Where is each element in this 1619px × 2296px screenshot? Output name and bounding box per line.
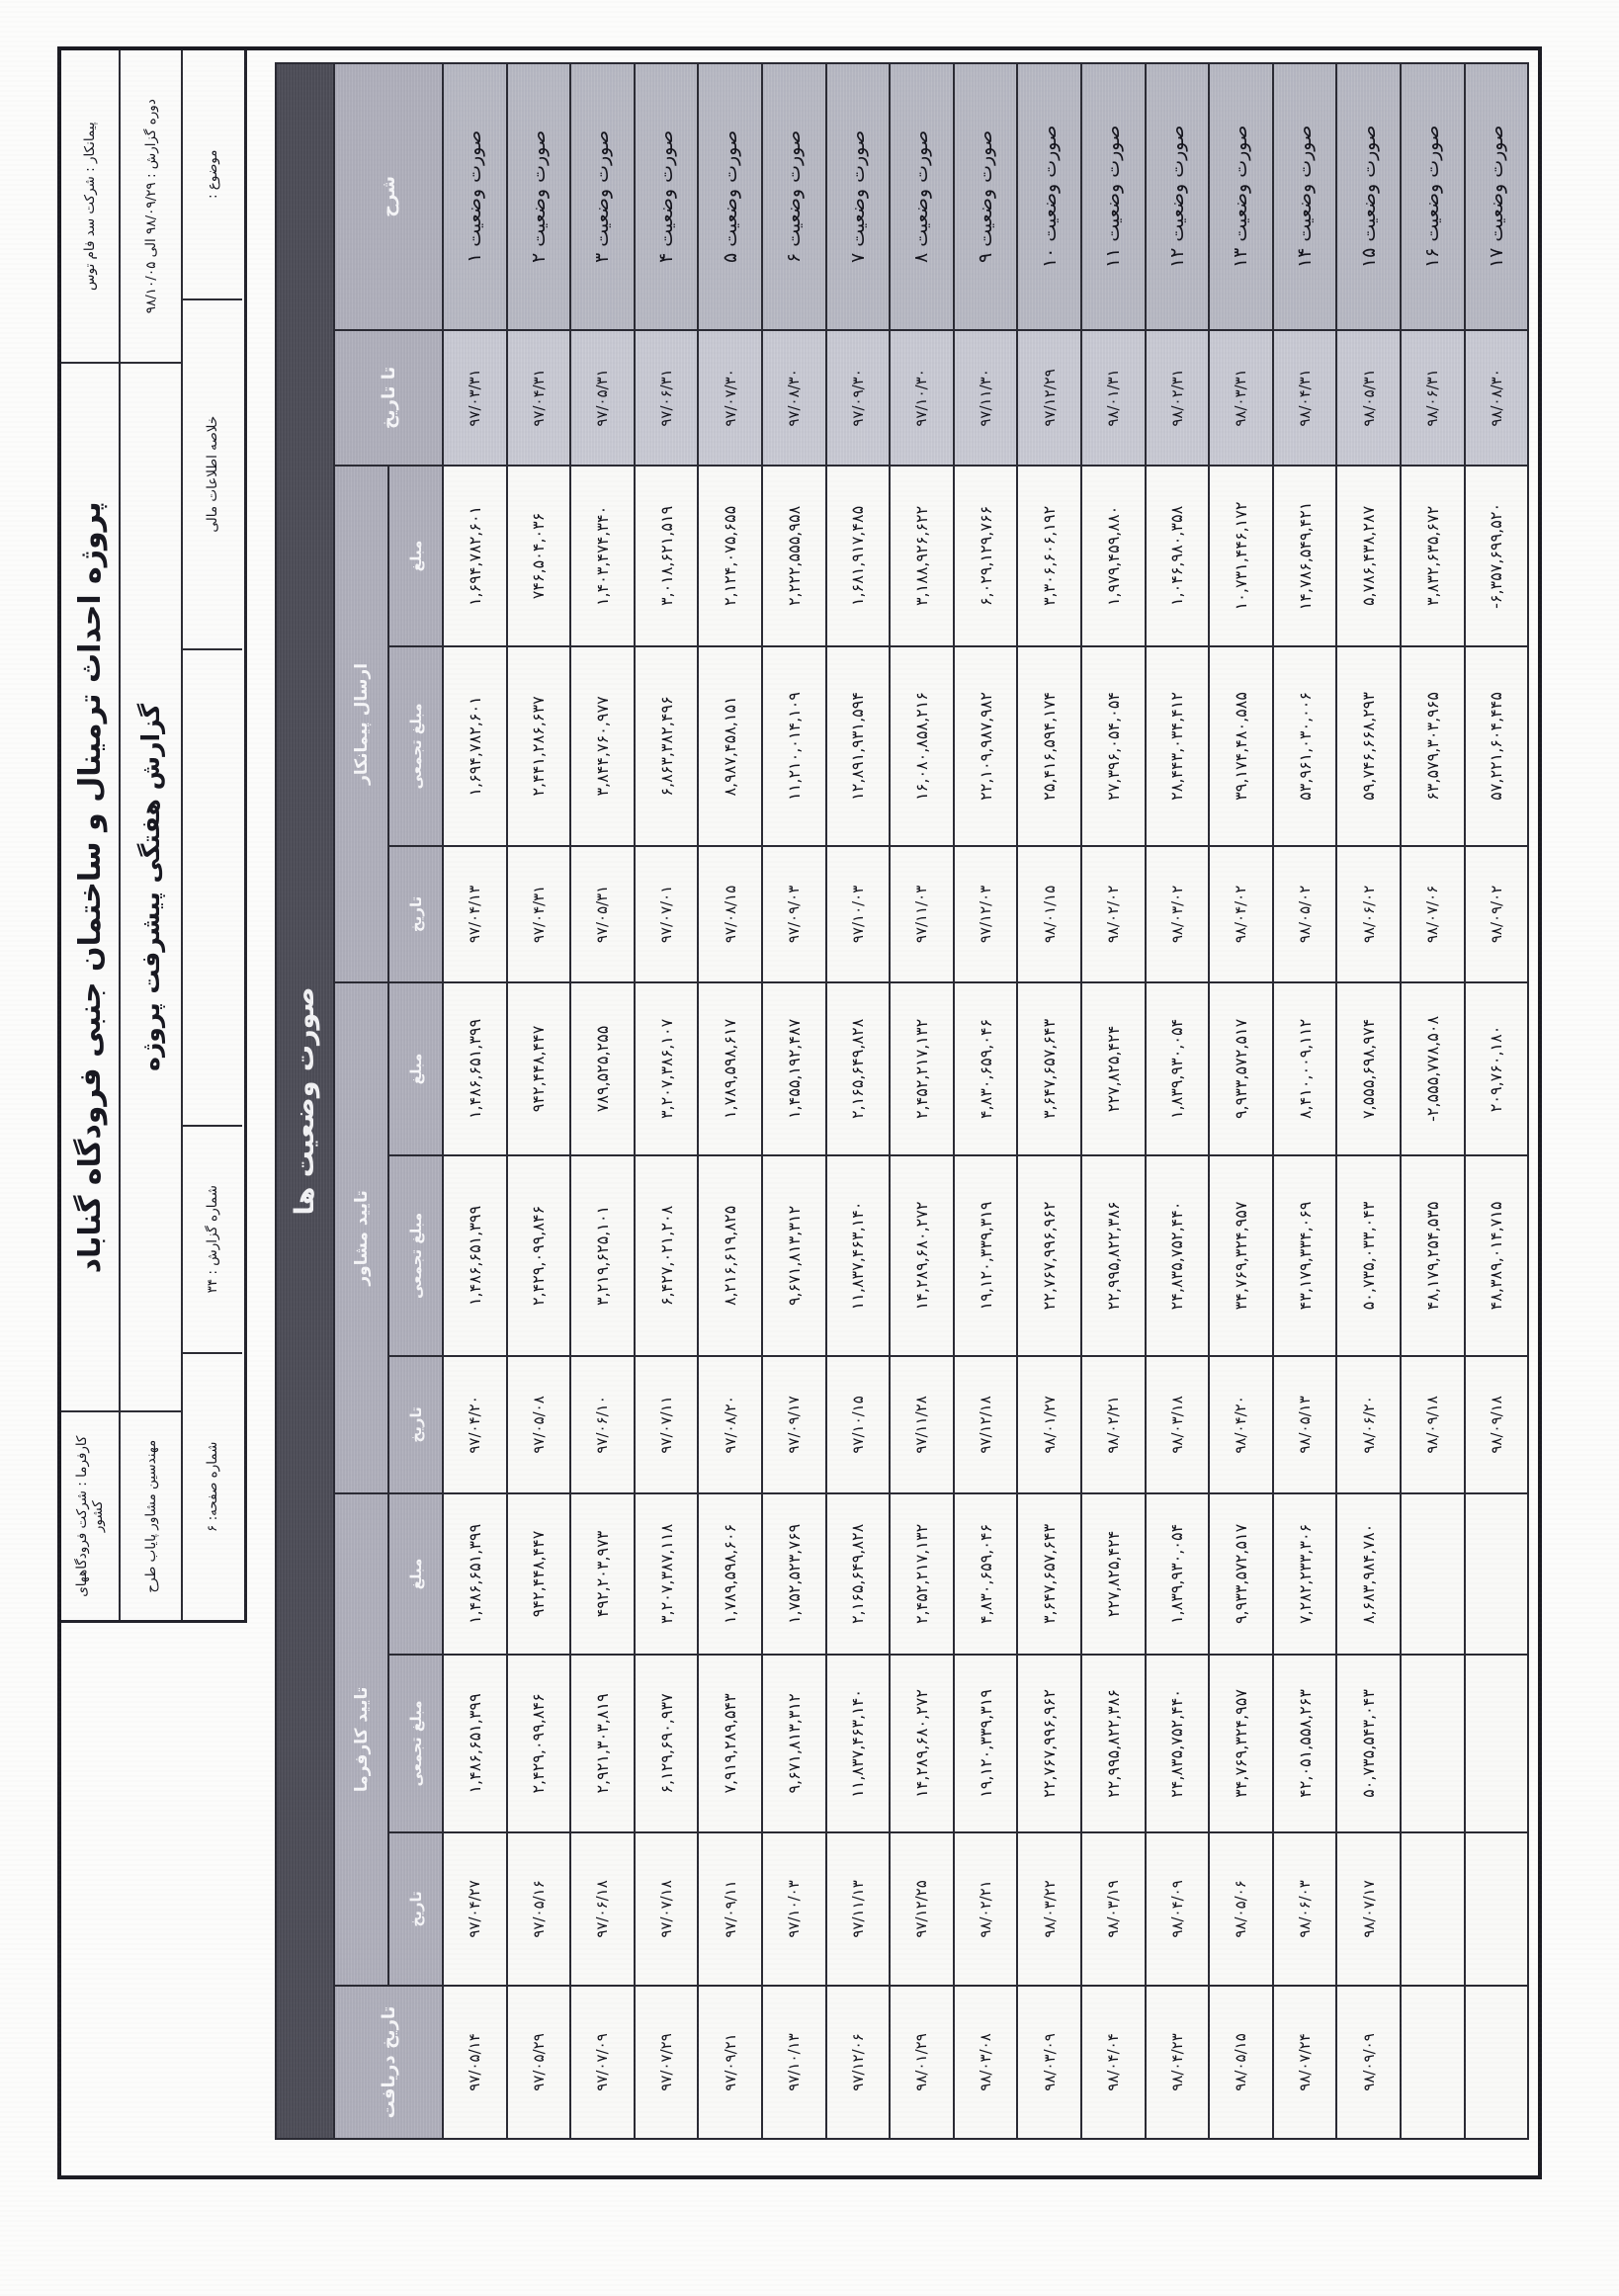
- table-cell: ۲,۲۲۲,۵۵۵,۹۵۸: [762, 466, 826, 646]
- consultant-cell: مهندسین مشاور پایاب طرح: [142, 1439, 159, 1593]
- subheader-amount-2: مبلغ: [388, 982, 443, 1155]
- table-cell: ۹۷/۱۰/۰۳: [762, 1832, 826, 1986]
- table-cell: ۹۸/۰۷/۰۶: [1401, 846, 1465, 982]
- client-cell: کارفرما : شرکت فرودگاههای کشور: [74, 1435, 106, 1597]
- table-cell: ۴,۸۳۰,۶۵۹,۰۴۶: [954, 982, 1018, 1155]
- table-body: [443, 63, 1528, 2139]
- table-cell: ۹۸/۰۶/۳۱: [1401, 330, 1465, 466]
- table-cell: ۹۷/۰۵/۳۱: [570, 846, 635, 982]
- subject-value: خلاصه اطلاعات مالی: [183, 300, 242, 650]
- table-cell: ۲۲,۹۹۵,۸۲۲,۳۸۶: [1081, 1655, 1146, 1832]
- table-row: [698, 63, 762, 2139]
- table-cell: ۹,۹۳۳,۵۷۲,۵۱۷: [1209, 1493, 1273, 1655]
- table-cell: ۹۷/۰۵/۲۹: [507, 1986, 571, 2139]
- column-header-receipt-date: تاریخ دریافت: [334, 1986, 443, 2139]
- table-cell: ۹۸/۰۵/۰۲: [1273, 846, 1337, 982]
- table-cell: ۹۸/۰۳/۳۱: [1209, 330, 1273, 466]
- table-cell: ۳۴,۷۶۹,۳۲۴,۹۵۷: [1209, 1155, 1273, 1356]
- table-row: [954, 63, 1018, 2139]
- table-cell: ۹۸/۰۹/۱۸: [1465, 1356, 1529, 1493]
- table-cell: ۹۸/۰۵/۳۱: [1336, 330, 1401, 466]
- table-row: [1146, 63, 1210, 2139]
- table-cell: ۳,۲۰۷,۳۸۷,۱۱۸: [635, 1493, 699, 1655]
- table-cell: ۲,۴۴۱,۲۸۶,۶۳۷: [507, 646, 571, 846]
- row-label: صورت وضعیت ۴: [635, 63, 699, 330]
- row-label: صورت وضعیت ۱۶: [1401, 63, 1465, 330]
- table-cell: ۲۲۷,۸۲۵,۴۲۴: [1081, 1493, 1146, 1655]
- table-cell: ۱۹,۱۲۰,۳۳۹,۳۱۹: [954, 1155, 1018, 1356]
- table-cell: ۱,۶۹۴,۷۸۲,۶۰۱: [443, 466, 507, 646]
- table-cell: ۹۷/۰۶/۱۰: [570, 1356, 635, 1493]
- table-cell: ۷۴۶,۵۰۴,۰۳۶: [507, 466, 571, 646]
- table-cell: ۹۸/۰۵/۱۳: [1273, 1356, 1337, 1493]
- table-cell: ۹۷/۱۰/۱۳: [762, 1986, 826, 2139]
- table-cell: ۹۸/۰۹/۰۲: [1465, 846, 1529, 982]
- table-cell: ۲,۴۵۲,۲۱۷,۱۳۲: [890, 982, 954, 1155]
- table-cell: ۳,۲۰۷,۳۸۶,۱۰۷: [635, 982, 699, 1155]
- table-cell: ۲۲,۷۶۷,۹۹۶,۹۶۲: [1017, 1155, 1081, 1356]
- table-row: [1465, 63, 1529, 2139]
- table-cell: ۲۸,۴۴۳,۰۳۴,۴۱۲: [1146, 646, 1210, 846]
- table-cell: ۹۸/۰۴/۰۹: [1146, 1832, 1210, 1986]
- table-row: [890, 63, 954, 2139]
- table-cell: ۴۳,۱۷۹,۳۳۴,۰۶۹: [1273, 1155, 1337, 1356]
- table-cell: ۹۷/۱۲/۲۵: [890, 1832, 954, 1986]
- table-cell: ۲۲,۱۰۹,۹۸۷,۹۸۲: [954, 646, 1018, 846]
- table-cell: ۹۷/۰۶/۱۸: [570, 1832, 635, 1986]
- table-row: [826, 63, 891, 2139]
- table-row: [1336, 63, 1401, 2139]
- table-cell: ۹۷/۰۵/۱۴: [443, 1986, 507, 2139]
- table-row: [1401, 63, 1465, 2139]
- table-cell: ۴۲,۰۵۱,۵۵۸,۲۶۳: [1273, 1655, 1337, 1832]
- table-cell: ۶,۰۲۹,۱۲۹,۷۶۶: [954, 466, 1018, 646]
- table-cell: ۳,۱۸۸,۹۲۶,۶۲۲: [890, 466, 954, 646]
- table-cell: ۹۴۲,۴۴۸,۴۴۷: [507, 1493, 571, 1655]
- table-cell: ۵۰,۷۳۵,۰۳۳,۰۴۳: [1336, 1155, 1401, 1356]
- table-cell: ۹۷/۱۱/۱۳: [826, 1832, 891, 1986]
- table-cell: ۹۷/۱۱/۰۳: [890, 846, 954, 982]
- table-cell: ۱۱,۲۱۰,۰۱۴,۱۰۹: [762, 646, 826, 846]
- table-cell: ۲۲۷,۸۲۵,۴۲۴: [1081, 982, 1146, 1155]
- table-cell: ۹۸/۰۹/۱۸: [1401, 1356, 1465, 1493]
- subheader-date-2: تاریخ: [388, 1356, 443, 1493]
- table-cell: ۹۸/۰۵/۱۵: [1209, 1986, 1273, 2139]
- subheader-cumulative-1: مبلغ تجمعی: [388, 646, 443, 846]
- header-row-2: [121, 50, 183, 1620]
- table-cell: ۹۴۲,۴۴۸,۴۴۷: [507, 982, 571, 1155]
- table-cell: ۶,۴۲۷,۰۲۱,۲۰۸: [635, 1155, 699, 1356]
- table-cell: ۶,۱۲۹,۶۹۰,۹۳۷: [635, 1655, 699, 1832]
- table-cell: ۱۴,۲۸۹,۶۸۰,۲۷۲: [890, 1655, 954, 1832]
- table-cell: ۱۱,۸۳۷,۴۶۳,۱۴۰: [826, 1655, 891, 1832]
- row-label: صورت وضعیت ۶: [762, 63, 826, 330]
- table-cell: [1465, 1493, 1529, 1655]
- table-cell: ۹۷/۰۴/۳۱: [507, 330, 571, 466]
- table-cell: ۳۹,۱۷۴,۴۸۰,۵۸۵: [1209, 646, 1273, 846]
- table-cell: ۹۸/۰۶/۲۰: [1336, 1356, 1401, 1493]
- table-cell: ۱۲,۸۹۱,۹۳۱,۵۹۴: [826, 646, 891, 846]
- table-cell: ۴۸,۱۷۹,۲۵۴,۵۳۵: [1401, 1155, 1465, 1356]
- table-cell: ۹۷/۱۲/۱۸: [954, 1356, 1018, 1493]
- table-cell: ۹۷/۰۹/۱۱: [698, 1832, 762, 1986]
- report-period-cell: دوره گزارش : ۹۸/۰۹/۲۹ الی ۹۸/۱۰/۰۵: [121, 50, 181, 364]
- table-cell: ۱,۰۴۶,۹۸۰,۳۵۸: [1146, 466, 1210, 646]
- table-cell: ۹۷/۰۴/۳۱: [507, 846, 571, 982]
- table-cell: ۹۷/۰۸/۳۰: [762, 330, 826, 466]
- table-cell: ۱۶,۰۸۰,۸۵۸,۲۱۶: [890, 646, 954, 846]
- header-row-1: [61, 50, 121, 1620]
- table-row: [570, 63, 635, 2139]
- table-cell: ۴۸,۳۸۹,۰۱۴,۷۱۵: [1465, 1155, 1529, 1356]
- table-cell: ۱,۸۳۹,۹۳۰,۰۵۴: [1146, 982, 1210, 1155]
- table-cell: ۹۷/۰۵/۳۱: [570, 330, 635, 466]
- header-row-3: [183, 50, 242, 1620]
- row-label: صورت وضعیت ۳: [570, 63, 635, 330]
- group-header-consultant-approval: تایید مشاور: [334, 982, 388, 1493]
- table-cell: ۹۷/۱۱/۲۸: [890, 1356, 954, 1493]
- table-cell: ۱۰,۷۳۱,۴۴۶,۱۷۲: [1209, 466, 1273, 646]
- table-cell: ۹۸/۰۸/۳۰: [1465, 330, 1529, 466]
- table-cell: [1465, 1832, 1529, 1986]
- table-cell: ۹,۶۷۱,۸۱۳,۳۱۲: [762, 1655, 826, 1832]
- table-cell: ۶,۳۵۷,۶۹۹,۵۲۰-: [1465, 466, 1529, 646]
- project-title: پروژه احداث ترمینال و ساختمان جنبی فرودگاه گناباد: [61, 364, 119, 1412]
- table-cell: ۱,۹۷۹,۴۵۹,۸۸۰: [1081, 466, 1146, 646]
- table-cell: ۱,۷۸۹,۵۹۸,۶۰۶: [698, 1493, 762, 1655]
- table-cell: ۱,۶۹۴,۷۸۲,۶۰۱: [443, 646, 507, 846]
- table-cell: ۴,۸۳۰,۶۵۹,۰۴۶: [954, 1493, 1018, 1655]
- table-cell: ۵۳,۹۶۱,۰۳۰,۰۰۶: [1273, 646, 1337, 846]
- table-cell: ۹۷/۰۷/۳۰: [698, 330, 762, 466]
- table-cell: ۹۷/۰۴/۱۳: [443, 846, 507, 982]
- table-cell: [1401, 1493, 1465, 1655]
- table-cell: ۱,۷۸۹,۵۹۸,۶۱۷: [698, 982, 762, 1155]
- table-super-header: صورت وضعیت ها: [276, 63, 334, 2139]
- subheader-date-1: تاریخ: [388, 846, 443, 982]
- table-cell: ۱۴,۷۸۶,۵۴۹,۴۲۱: [1273, 466, 1337, 646]
- table-cell: ۹۸/۰۹/۰۹: [1336, 1986, 1401, 2139]
- table-cell: ۱,۸۳۹,۹۳۰,۰۵۴: [1146, 1493, 1210, 1655]
- table-cell: ۹۷/۰۹/۳۰: [826, 330, 891, 466]
- table-cell: ۱۴,۲۸۹,۶۸۰,۲۷۲: [890, 1155, 954, 1356]
- row-label: صورت وضعیت ۲: [507, 63, 571, 330]
- table-cell: ۱,۴۵۵,۱۹۲,۴۸۷: [762, 982, 826, 1155]
- table-cell: ۹۸/۰۴/۰۲: [1209, 846, 1273, 982]
- table-row: [443, 63, 507, 2139]
- table-cell: ۹۷/۰۵/۱۶: [507, 1832, 571, 1986]
- table-cell: ۹۷/۰۷/۰۹: [570, 1986, 635, 2139]
- table-cell: ۹۷/۰۷/۰۱: [635, 846, 699, 982]
- row-label: صورت وضعیت ۱۰: [1017, 63, 1081, 330]
- table-cell: ۵۹,۷۴۶,۶۶۸,۲۹۳: [1336, 646, 1401, 846]
- table-cell: ۳,۸۴۴,۷۶۰,۹۷۷: [570, 646, 635, 846]
- table-cell: [1401, 1986, 1465, 2139]
- row-label: صورت وضعیت ۱۱: [1081, 63, 1146, 330]
- table-cell: ۲,۵۵۵,۷۷۸,۵۰۸-: [1401, 982, 1465, 1155]
- table-cell: ۹۸/۰۳/۱۸: [1146, 1356, 1210, 1493]
- row-label: صورت وضعیت ۱۷: [1465, 63, 1529, 330]
- table-cell: ۲۲,۹۹۵,۸۲۲,۳۸۶: [1081, 1155, 1146, 1356]
- table-cell: ۲,۹۲۱,۳۰۳,۸۱۹: [570, 1655, 635, 1832]
- table-cell: [1465, 1986, 1529, 2139]
- table-cell: ۹۸/۰۲/۰۲: [1081, 846, 1146, 982]
- row-label: صورت وضعیت ۱: [443, 63, 507, 330]
- table-cell: ۹۸/۰۳/۰۹: [1017, 1986, 1081, 2139]
- report-number-cell: شماره گزارش : ۳۴: [183, 1127, 242, 1354]
- table-cell: ۳,۶۴۷,۶۵۷,۶۴۳: [1017, 1493, 1081, 1655]
- table-cell: ۹۷/۰۸/۱۵: [698, 846, 762, 982]
- subheader-cumulative-2: مبلغ تجمعی: [388, 1155, 443, 1356]
- table-cell: ۹۸/۰۴/۰۴: [1081, 1986, 1146, 2139]
- table-cell: ۹۷/۱۲/۰۳: [954, 846, 1018, 982]
- table-cell: ۸,۲۱۶,۶۱۹,۸۲۵: [698, 1155, 762, 1356]
- table-cell: ۹۷/۱۰/۰۳: [826, 846, 891, 982]
- row-label: صورت وضعیت ۱۲: [1146, 63, 1210, 330]
- table-cell: ۲۴,۸۳۵,۷۵۲,۴۴۰: [1146, 1155, 1210, 1356]
- table-cell: ۹۸/۰۷/۲۴: [1273, 1986, 1337, 2139]
- table-cell: ۳,۸۳۲,۶۳۵,۶۷۲: [1401, 466, 1465, 646]
- table-cell: ۹۷/۱۰/۳۰: [890, 330, 954, 466]
- contractor-cell: پیمانکار : شرکت سد فام توس: [61, 50, 119, 364]
- table-row: [762, 63, 826, 2139]
- table-cell: ۶۳,۵۷۹,۳۰۳,۹۶۵: [1401, 646, 1465, 846]
- subheader-cumulative-3: مبلغ تجمعی: [388, 1655, 443, 1832]
- subheader-date-3: تاریخ: [388, 1832, 443, 1986]
- table-cell: ۹۷/۰۴/۲۰: [443, 1356, 507, 1493]
- table-row: [507, 63, 571, 2139]
- table-cell: ۳,۰۱۸,۶۲۱,۵۱۹: [635, 466, 699, 646]
- table-cell: ۹۸/۰۴/۲۳: [1146, 1986, 1210, 2139]
- table-cell: ۹۷/۰۷/۱۸: [635, 1832, 699, 1986]
- table-cell: ۹۸/۰۴/۳۱: [1273, 330, 1337, 466]
- table-cell: ۹۸/۰۶/۰۳: [1273, 1832, 1337, 1986]
- table-cell: ۹۷/۰۴/۲۷: [443, 1832, 507, 1986]
- table-cell: ۲۵,۴۱۶,۵۹۴,۱۷۴: [1017, 646, 1081, 846]
- table-cell: ۸,۹۸۷,۴۵۸,۱۵۱: [698, 646, 762, 846]
- table-cell: ۱,۴۸۶,۶۵۱,۳۹۹: [443, 1155, 507, 1356]
- table-cell: ۹۸/۰۱/۳۱: [1081, 330, 1146, 466]
- table-cell: ۶,۸۶۳,۳۸۲,۴۹۶: [635, 646, 699, 846]
- table-cell: ۸,۴۱۰,۰۰۹,۱۱۲: [1273, 982, 1337, 1155]
- table-cell: ۹۷/۱۲/۰۶: [826, 1986, 891, 2139]
- table-cell: ۲۲,۷۶۷,۹۹۶,۹۶۲: [1017, 1655, 1081, 1832]
- table-cell: ۹۷/۰۷/۲۹: [635, 1986, 699, 2139]
- statements-table: [275, 62, 1529, 2140]
- table-cell: ۷,۵۵۵,۶۹۸,۹۷۴: [1336, 982, 1401, 1155]
- table-cell: ۲,۴۲۹,۰۹۹,۸۴۶: [507, 1655, 571, 1832]
- row-label: صورت وضعیت ۸: [890, 63, 954, 330]
- table-cell: ۲۰۹,۷۶۰,۱۸۰: [1465, 982, 1529, 1155]
- table-row: [635, 63, 699, 2139]
- table-cell: ۹۸/۰۵/۰۶: [1209, 1832, 1273, 1986]
- table-cell: ۹۸/۰۴/۲۰: [1209, 1356, 1273, 1493]
- table-cell: ۵,۷۸۶,۴۳۸,۲۸۷: [1336, 466, 1401, 646]
- table-cell: ۱,۴۸۶,۶۵۱,۳۹۹: [443, 1655, 507, 1832]
- table-cell: ۹۸/۰۳/۰۲: [1146, 846, 1210, 982]
- table-cell: ۹۸/۰۲/۳۱: [1146, 330, 1210, 466]
- table-cell: ۸,۶۸۳,۹۸۴,۷۸۰: [1336, 1493, 1401, 1655]
- table-cell: ۹۸/۰۱/۱۵: [1017, 846, 1081, 982]
- table-cell: ۲,۴۲۹,۰۹۹,۸۴۶: [507, 1155, 571, 1356]
- table-cell: ۹۷/۰۹/۲۱: [698, 1986, 762, 2139]
- table-cell: ۱,۷۵۲,۵۲۳,۷۶۹: [762, 1493, 826, 1655]
- table-cell: ۲,۱۲۴,۰۷۵,۶۵۵: [698, 466, 762, 646]
- column-header-desc: شرح: [334, 63, 443, 330]
- table-cell: ۹۸/۰۱/۲۹: [890, 1986, 954, 2139]
- row-label: صورت وضعیت ۷: [826, 63, 891, 330]
- table-cell: ۷۸۹,۵۲۵,۲۵۵: [570, 982, 635, 1155]
- table-cell: ۱,۴۰۳,۴۷۴,۳۴۰: [570, 466, 635, 646]
- row-label: صورت وضعیت ۹: [954, 63, 1018, 330]
- table-cell: ۱۹,۱۲۰,۳۳۹,۳۱۹: [954, 1655, 1018, 1832]
- table-cell: ۲,۱۶۵,۶۴۹,۸۲۸: [826, 982, 891, 1155]
- table-cell: ۳۴,۷۶۹,۳۲۴,۹۵۷: [1209, 1655, 1273, 1832]
- table-cell: ۳,۲۱۹,۶۲۵,۱۰۱: [570, 1155, 635, 1356]
- table-cell: ۱,۴۸۶,۶۵۱,۳۹۹: [443, 1493, 507, 1655]
- table-cell: ۲۷,۳۹۶,۰۵۴,۰۵۴: [1081, 646, 1146, 846]
- table-cell: ۹۷/۱۰/۱۵: [826, 1356, 891, 1493]
- page-number-cell: شماره صفحه: ۶: [205, 1441, 220, 1532]
- group-header-contractor-submission: ارسال پیمانکار: [334, 466, 388, 982]
- table-cell: ۱,۴۸۶,۶۵۱,۳۹۹: [443, 982, 507, 1155]
- group-header-client-approval: تایید کارفرما: [334, 1493, 388, 1986]
- table-cell: ۷,۹۱۹,۲۸۹,۵۴۳: [698, 1655, 762, 1832]
- table-cell: [1401, 1832, 1465, 1986]
- subheader-amount-3: مبلغ: [388, 1493, 443, 1655]
- table-cell: ۹۷/۰۹/۱۷: [762, 1356, 826, 1493]
- table-cell: ۲۴,۸۳۵,۷۵۲,۴۴۰: [1146, 1655, 1210, 1832]
- table-cell: ۹۸/۰۲/۲۱: [1081, 1356, 1146, 1493]
- table-cell: ۹۷/۰۶/۳۱: [635, 330, 699, 466]
- page-frame: [57, 46, 1542, 2179]
- table-cell: [1401, 1655, 1465, 1832]
- table-cell: ۹۷/۰۵/۰۸: [507, 1356, 571, 1493]
- table-cell: ۲,۱۶۵,۶۴۹,۸۲۸: [826, 1493, 891, 1655]
- table-row: [1017, 63, 1081, 2139]
- row-label: صورت وضعیت ۱۵: [1336, 63, 1401, 330]
- table-cell: ۹۷/۰۷/۱۱: [635, 1356, 699, 1493]
- table-cell: ۲,۴۵۲,۲۱۷,۱۳۲: [890, 1493, 954, 1655]
- table-cell: ۵۷,۲۲۱,۶۰۴,۴۴۵: [1465, 646, 1529, 846]
- table-cell: ۹۷/۱۱/۳۰: [954, 330, 1018, 466]
- table-cell: ۷,۲۸۲,۲۳۳,۳۰۶: [1273, 1493, 1337, 1655]
- table-cell: ۳,۶۴۷,۶۵۷,۶۴۳: [1017, 982, 1081, 1155]
- subheader-amount-1: مبلغ: [388, 466, 443, 646]
- row-label: صورت وضعیت ۱۴: [1273, 63, 1337, 330]
- table-cell: ۹۸/۰۱/۲۷: [1017, 1356, 1081, 1493]
- table-cell: ۴۹۲,۲۰۳,۹۷۳: [570, 1493, 635, 1655]
- table-row: [1081, 63, 1146, 2139]
- table-cell: ۹۸/۰۳/۱۹: [1081, 1832, 1146, 1986]
- table-cell: ۹,۹۳۳,۵۷۲,۵۱۷: [1209, 982, 1273, 1155]
- table-cell: ۹۸/۰۳/۲۲: [1017, 1832, 1081, 1986]
- table-cell: ۹۷/۰۳/۳۱: [443, 330, 507, 466]
- table-cell: ۳,۳۰۶,۶۰۶,۱۹۲: [1017, 466, 1081, 646]
- report-title: گزارش هفتگی پیشرفت پروژه: [121, 364, 181, 1412]
- table-cell: ۹۷/۱۲/۲۹: [1017, 330, 1081, 466]
- row-label: صورت وضعیت ۱۳: [1209, 63, 1273, 330]
- table-cell: ۹۸/۰۷/۱۷: [1336, 1832, 1401, 1986]
- column-header-to-date: تا تاریخ: [334, 330, 443, 466]
- table-row: [1209, 63, 1273, 2139]
- table-cell: ۹۷/۰۹/۰۳: [762, 846, 826, 982]
- subject-label: موضوع :: [183, 50, 242, 300]
- table-cell: ۹۸/۰۳/۰۸: [954, 1986, 1018, 2139]
- table-cell: ۹۸/۰۲/۲۱: [954, 1832, 1018, 1986]
- table-cell: ۹۸/۰۶/۰۲: [1336, 846, 1401, 982]
- table-cell: ۹,۶۷۱,۸۱۳,۳۱۲: [762, 1155, 826, 1356]
- table-cell: ۹۷/۰۸/۲۰: [698, 1356, 762, 1493]
- row-label: صورت وضعیت ۵: [698, 63, 762, 330]
- table-cell: ۵۰,۷۳۵,۵۴۳,۰۴۳: [1336, 1655, 1401, 1832]
- header-empty-cell: [183, 650, 242, 1127]
- table-cell: ۱,۶۸۱,۹۱۷,۴۸۵: [826, 466, 891, 646]
- table-cell: [1465, 1655, 1529, 1832]
- report-header-block: [61, 50, 247, 1623]
- table-cell: ۱۱,۸۳۷,۴۶۳,۱۴۰: [826, 1155, 891, 1356]
- table-row: [1273, 63, 1337, 2139]
